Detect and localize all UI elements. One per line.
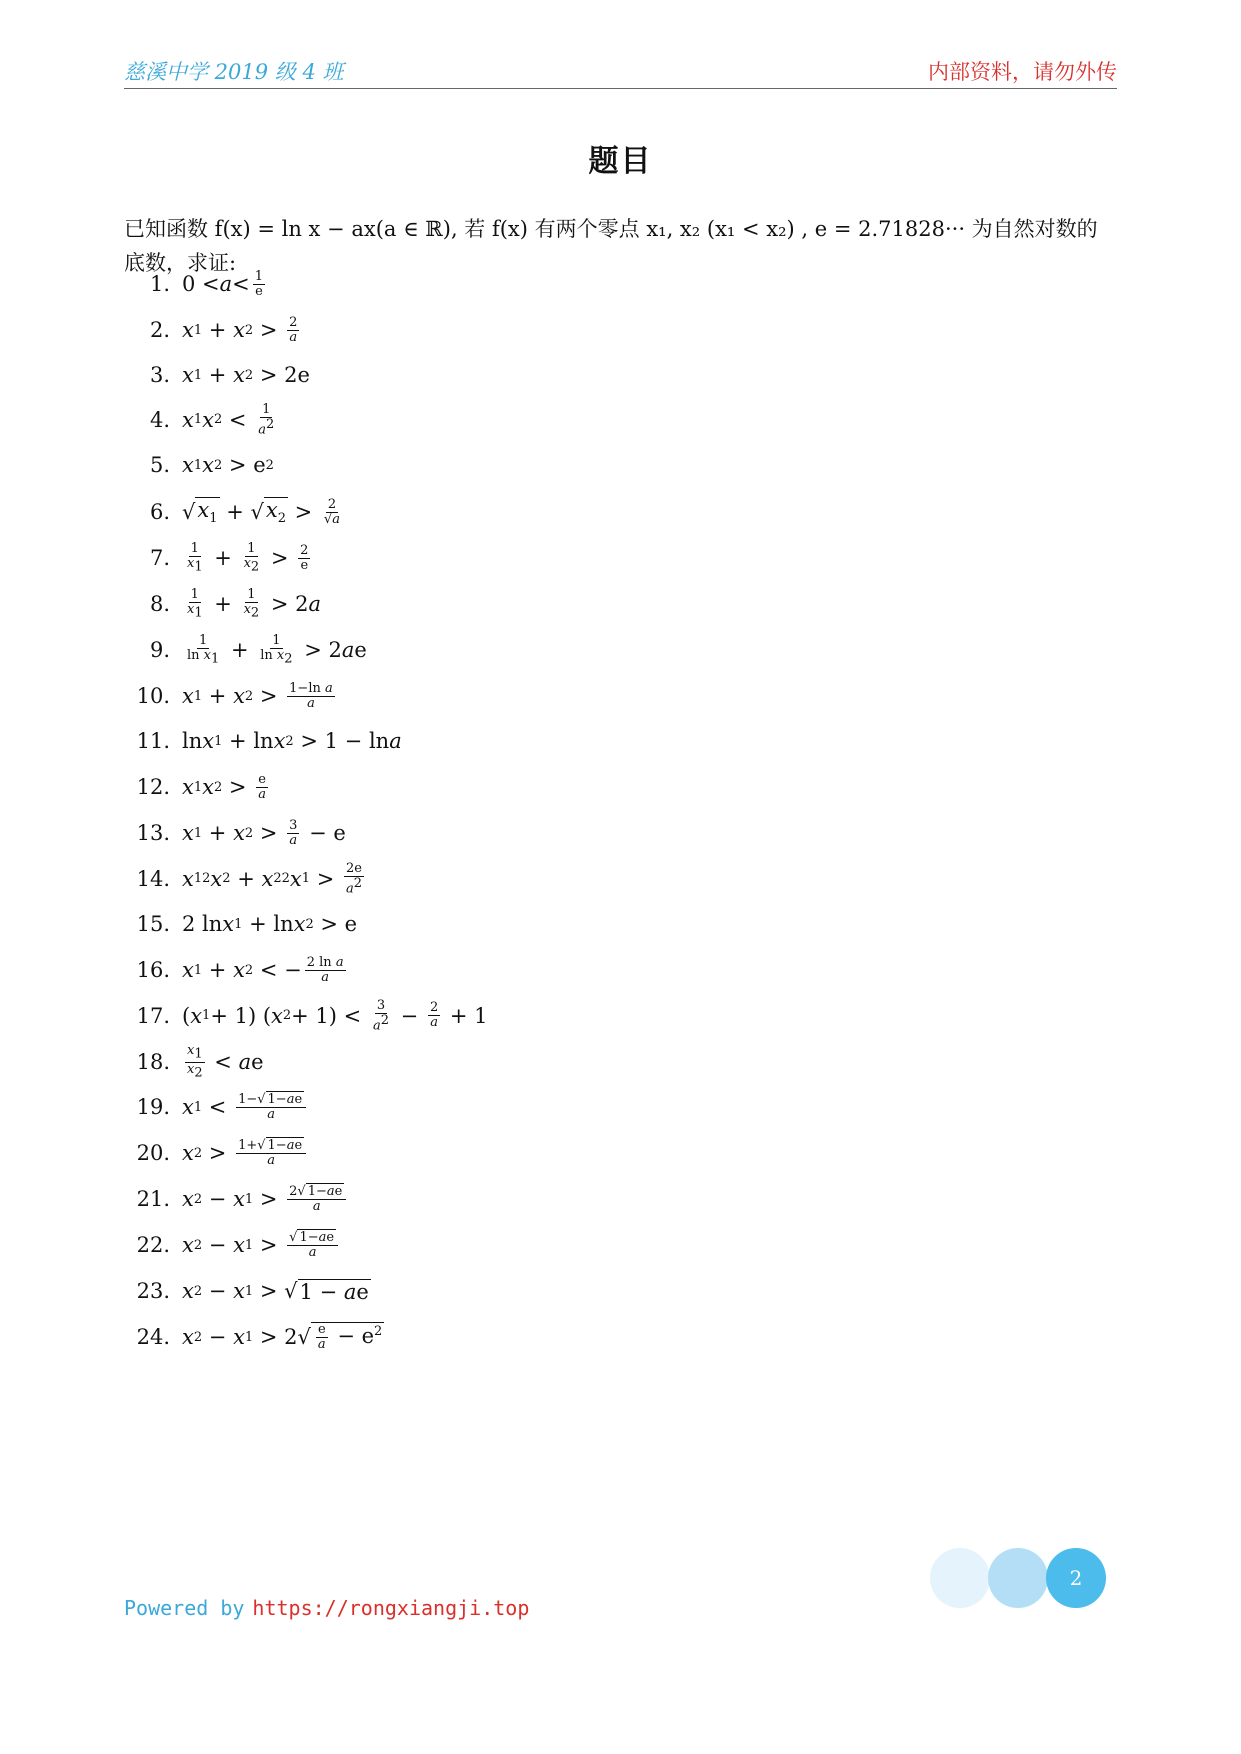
list-item: 19. x 1 < $\frac{1-√ 1-ae}{a}$ xyxy=(124,1087,824,1127)
list-item: 1. 0 < a < $\frac{1}{e}$ xyxy=(149,268,264,299)
list-item: 22. x 2 − x 1 > $\frac{√ 1-ae}{a}$ xyxy=(124,1225,824,1265)
list-item: 9. $\frac{1}{\ln x_1}$ + $\frac{1}{\ln x_2}$ > 2 a e xyxy=(149,632,367,667)
list-item: 17. ( x 1 + 1) ( x 2 + 1) < $\frac{3}{a^2}$ − $\frac{2}{a}$ + 1 xyxy=(136,997,488,1034)
list-item: 16. x 1 + x 2 < − $\frac{\text{2 ln a}}{a}$ xyxy=(136,954,344,985)
list-item: 2. x 1 + x 2 > $\frac{2}{a}$ xyxy=(149,314,298,345)
list-item: 4. x 1 x 2 < $\frac{1}{a^2}$ xyxy=(149,401,275,438)
footer-url-link[interactable]: https://rongxiangji.top xyxy=(252,1596,530,1620)
list-item: 14. x 1 2 x 2 + x 2 2 x 1 > $\frac{2e}{a^2}$ xyxy=(136,860,363,897)
list-item: 23. x 2 − x 1 > √ 1 − ae xyxy=(136,1279,369,1304)
footer-powered-label: Powered by xyxy=(124,1596,245,1620)
list-item: 12. x 1 x 2 > $\frac{e}{a}$ xyxy=(136,771,266,802)
list-item: 24. x 2 − x 1 > 2√ $\frac{e}{a}$ − $e^2$ xyxy=(136,1322,383,1352)
list-item: 3. x 1 + x 2 > 2e xyxy=(149,363,310,387)
list-item: 8. $\frac{1}{x_1}$ + $\frac{1}{x_2}$ > 2 a xyxy=(149,586,322,621)
page-number-badge: 2 xyxy=(1046,1548,1106,1608)
page-dot-medium xyxy=(988,1548,1048,1608)
footer xyxy=(124,1596,529,1620)
list-item: 21. x 2 − x 1 > $\frac{2√ 1-ae}{a}$ xyxy=(124,1179,824,1219)
list-item: 13. x 1 + x 2 > $\frac{3}{a}$ − e xyxy=(136,817,346,848)
page-dot-light xyxy=(930,1548,990,1608)
list-item: 6. √ $x_1$ + √ $x_2$ > $\frac{2}{√a}$ xyxy=(149,496,340,527)
list-item: 5. x 1 x 2 > e 2 xyxy=(149,453,274,477)
problem-statement: 已知函数 f(x) = ln x − ax(a ∈ ℝ), 若 f(x) 有两个零点 x₁, x₂ (x₁ < x₂) , e = 2.71828··· 为自然对数的底数，求证: xyxy=(124,217,1098,275)
page-indicator xyxy=(930,1548,1110,1610)
list-item: 7. $\frac{1}{x_1}$ + $\frac{1}{x_2}$ > $\frac{2}{e}$ xyxy=(149,540,309,575)
list-item: 15. 2 ln x 1 + ln x 2 > e xyxy=(136,912,358,936)
list-item: 10. x 1 + x 2 > $\frac{\text{1−ln a}}{a}$ xyxy=(136,680,333,711)
list-item: 18. $\frac{x_1}{x_2}$ < a e xyxy=(136,1042,264,1081)
header-class-label: 慈溪中学 2019 级 4 班 xyxy=(124,60,344,84)
list-item: 20. x 2 > $\frac{1+√ 1-ae}{a}$ xyxy=(124,1133,824,1173)
header-confidential-label: 内部资料，请勿外传 xyxy=(928,60,1117,84)
list-item: 11. ln x 1 + ln x 2 > 1 − ln a xyxy=(136,729,402,753)
page-header xyxy=(124,58,1117,89)
page-title: 题目 xyxy=(588,144,653,179)
